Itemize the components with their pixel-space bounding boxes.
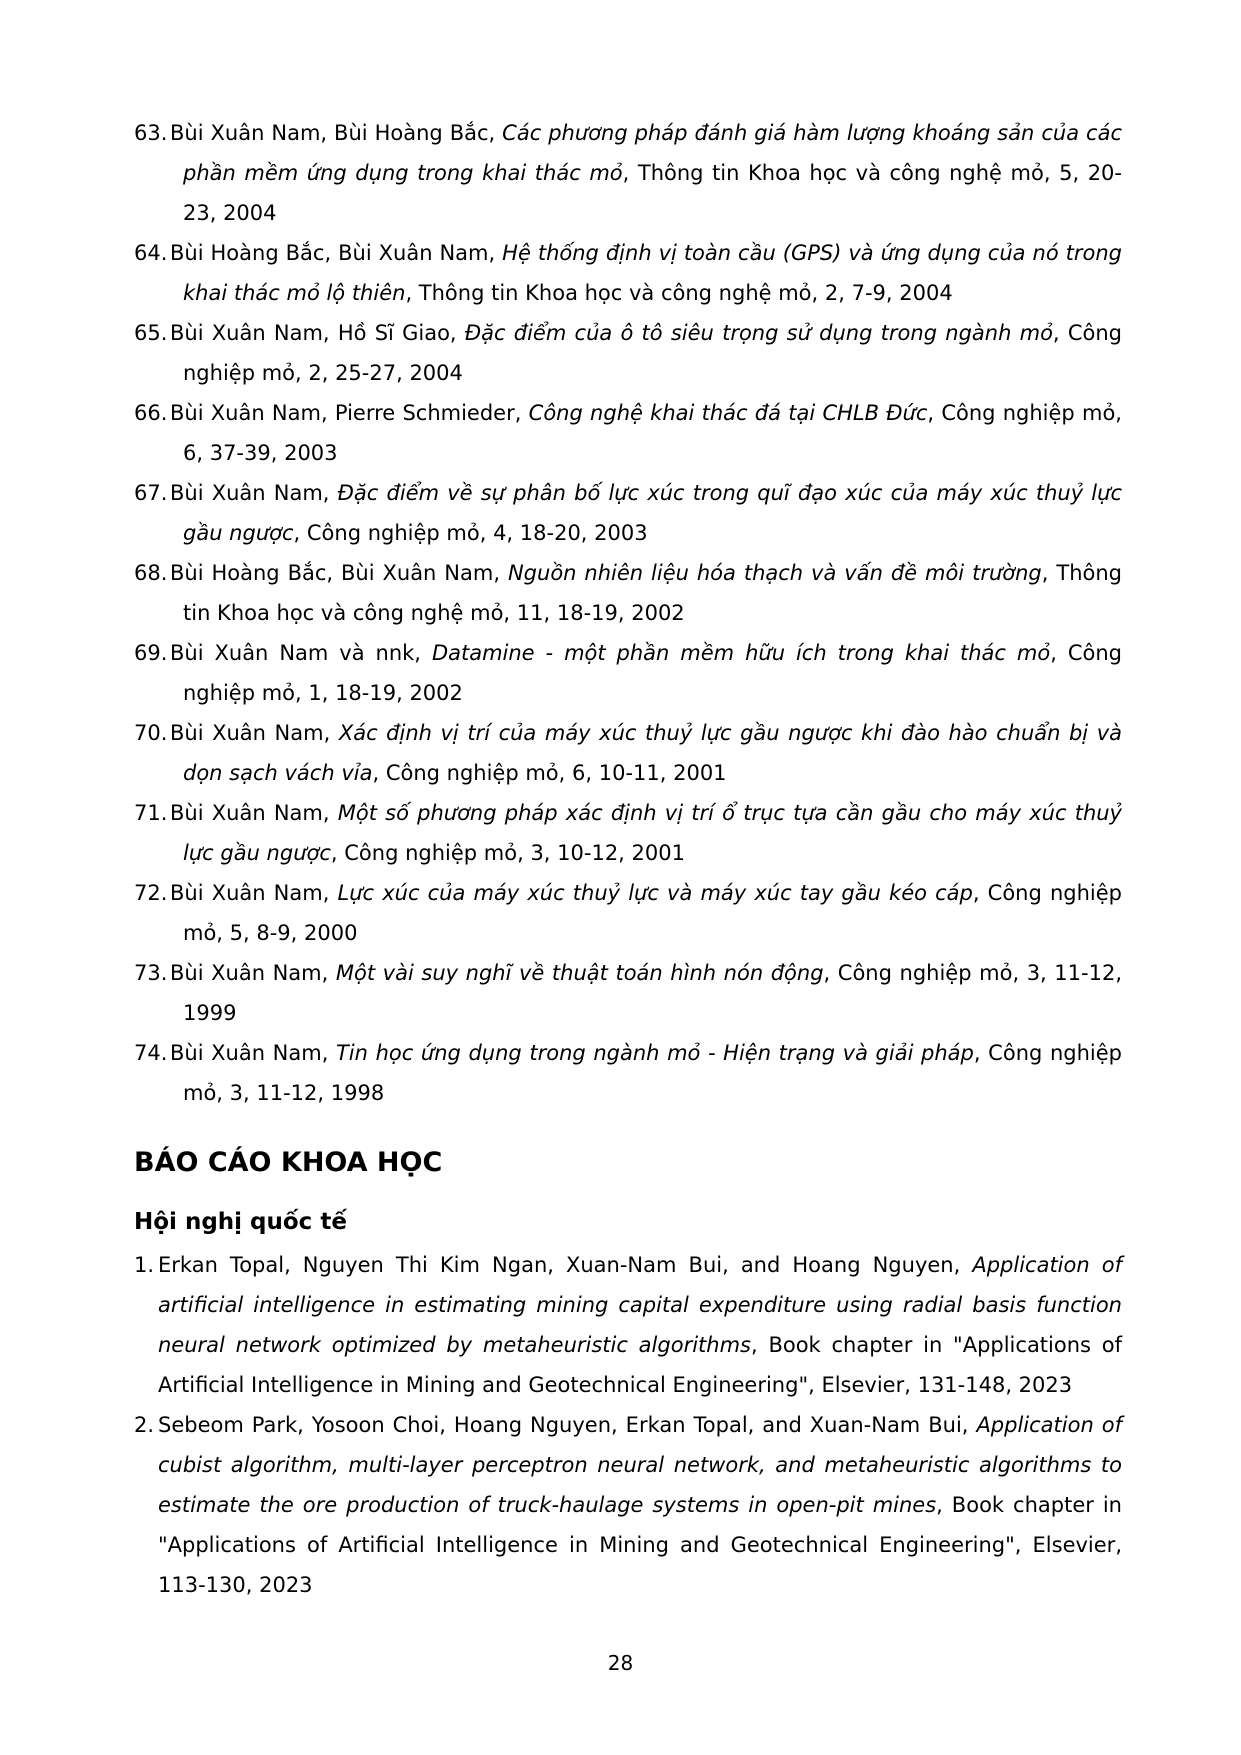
ref-authors: Bùi Xuân Nam, [170,881,338,905]
ref-number: 69. [134,641,168,665]
ref-number: 66. [134,401,168,425]
ref-tail: , Book chapter in "Applications of Artificial Intelligence in Mining and Geotechnical Engineering", Elsevier, 131-148, 2023 [158,1333,1123,1397]
ref-tail: , Công nghiệp mỏ, 6, 10-11, 2001 [372,761,727,785]
ref-title: Xác định vị trí của máy xúc thuỷ lực gầu ngược khi đào hào chuẩn bị và dọn sạch vách vỉa [183,721,1122,785]
journal-ref-69 [134,633,1122,713]
ref-title: Hệ thống định vị toàn cầu (GPS) và ứng dụng của nó trong khai thác mỏ lộ thiên [183,241,1122,305]
ref-authors: Bùi Xuân Nam và nnk, [170,641,432,665]
ref-number: 63. [134,121,168,145]
ref-title: Application of artificial intelligence in estimating mining capital expenditure using radial basis function neural network optimized by metaheuristic algorithms [158,1253,1122,1357]
ref-number: 71. [134,801,168,825]
subsection-heading: Hội nghị quốc tế [134,1209,347,1235]
ref-title: Đặc điểm về sự phân bố lực xúc trong quĩ đạo xúc của máy xúc thuỷ lực gầu ngược [183,481,1122,545]
ref-title: Đặc điểm của ô tô siêu trọng sử dụng trong ngành mỏ [464,321,1053,345]
journal-reference-list [134,113,1122,1113]
ref-tail: , Công nghiệp mỏ, 1, 18-19, 2002 [183,641,1122,705]
page-number: 28 [607,1651,634,1675]
section-heading: BÁO CÁO KHOA HỌC [134,1147,443,1178]
ref-tail: , Công nghiệp mỏ, 5, 8-9, 2000 [183,881,1122,945]
ref-authors: Bùi Xuân Nam, Hồ Sĩ Giao, [170,321,465,345]
ref-title: Công nghệ khai thác đá tại CHLB Đức [528,401,928,425]
ref-title: Tin học ứng dụng trong ngành mỏ - Hiện trạng và giải pháp [335,1041,974,1065]
conference-ref-1 [134,1245,1122,1405]
ref-tail: , Book chapter in "Applications of Artificial Intelligence in Mining and Geotechnical Engineering", Elsevier, 113-130, 2023 [158,1493,1122,1597]
ref-authors: Bùi Xuân Nam, [170,801,338,825]
ref-tail: , Công nghiệp mỏ, 2, 25-27, 2004 [183,321,1122,385]
ref-tail: , Công nghiệp mỏ, 3, 11-12, 1998 [183,1041,1122,1105]
ref-number: 73. [134,961,168,985]
ref-tail: , Thông tin Khoa học và công nghệ mỏ, 2, 7-9, 2004 [405,281,953,305]
ref-tail: , Thông tin Khoa học và công nghệ mỏ, 11, 18-19, 2002 [183,561,1122,625]
ref-title: Nguồn nhiên liệu hóa thạch và vấn đề môi trường [507,561,1042,585]
ref-title: Datamine - một phần mềm hữu ích trong khai thác mỏ [431,641,1051,665]
ref-authors: Bùi Xuân Nam, Bùi Hoàng Bắc, [170,121,503,145]
ref-number: 72. [134,881,168,905]
journal-ref-74 [134,1033,1122,1113]
page-content [134,113,1122,1605]
ref-authors: Sebeom Park, Yosoon Choi, Hoang Nguyen, Erkan Topal, and Xuan-Nam Bui, [158,1413,977,1437]
ref-number: 1. [134,1253,155,1277]
ref-authors: Bùi Xuân Nam, Pierre Schmieder, [170,401,529,425]
ref-authors: Bùi Hoàng Bắc, Bùi Xuân Nam, [170,561,508,585]
ref-tail: , Công nghiệp mỏ, 4, 18-20, 2003 [293,521,648,545]
ref-authors: Erkan Topal, Nguyen Thi Kim Ngan, Xuan-Nam Bui, and Hoang Nguyen, [158,1253,973,1277]
conference-ref-2 [134,1405,1122,1605]
ref-authors: Bùi Xuân Nam, [170,721,339,745]
journal-ref-67 [134,473,1122,553]
journal-ref-68 [134,553,1122,633]
ref-title: Một số phương pháp xác định vị trí ổ trục tựa cần gầu cho máy xúc thuỷ lực gầu ngược [183,801,1122,865]
ref-title: Một vài suy nghĩ về thuật toán hình nón động [335,961,824,985]
ref-tail: , Công nghiệp mỏ, 3, 11-12, 1999 [183,961,1123,1025]
ref-tail: , Thông tin Khoa học và công nghệ mỏ, 5, 20-23, 2004 [183,161,1122,225]
ref-number: 2. [134,1413,155,1437]
ref-authors: Bùi Xuân Nam, [170,961,336,985]
ref-tail: , Công nghiệp mỏ, 6, 37-39, 2003 [183,401,1122,465]
journal-ref-64 [134,233,1122,313]
journal-ref-70 [134,713,1122,793]
ref-authors: Bùi Xuân Nam, [170,1041,336,1065]
ref-tail: , Công nghiệp mỏ, 3, 10-12, 2001 [330,841,685,865]
ref-title: Application of cubist algorithm, multi-layer perceptron neural network, and metaheuristic algorithms to estimate the ore production of truck-haulage systems in open-pit mines [158,1413,1122,1517]
ref-authors: Bùi Hoàng Bắc, Bùi Xuân Nam, [170,241,503,265]
journal-ref-71 [134,793,1122,873]
journal-ref-66 [134,393,1122,473]
journal-ref-73 [134,953,1122,1033]
ref-number: 68. [134,561,168,585]
ref-title: Các phương pháp đánh giá hàm lượng khoáng sản của các phần mềm ứng dụng trong khai thác mỏ [183,121,1122,185]
ref-authors: Bùi Xuân Nam, [170,481,338,505]
journal-ref-65 [134,313,1122,393]
ref-title: Lực xúc của máy xúc thuỷ lực và máy xúc tay gầu kéo cáp [337,881,973,905]
ref-number: 67. [134,481,168,505]
journal-ref-72 [134,873,1122,953]
ref-number: 64. [134,241,168,265]
conference-reference-list [134,1245,1122,1605]
journal-ref-63 [134,113,1122,233]
ref-number: 74. [134,1041,168,1065]
ref-number: 70. [134,721,168,745]
ref-number: 65. [134,321,168,345]
